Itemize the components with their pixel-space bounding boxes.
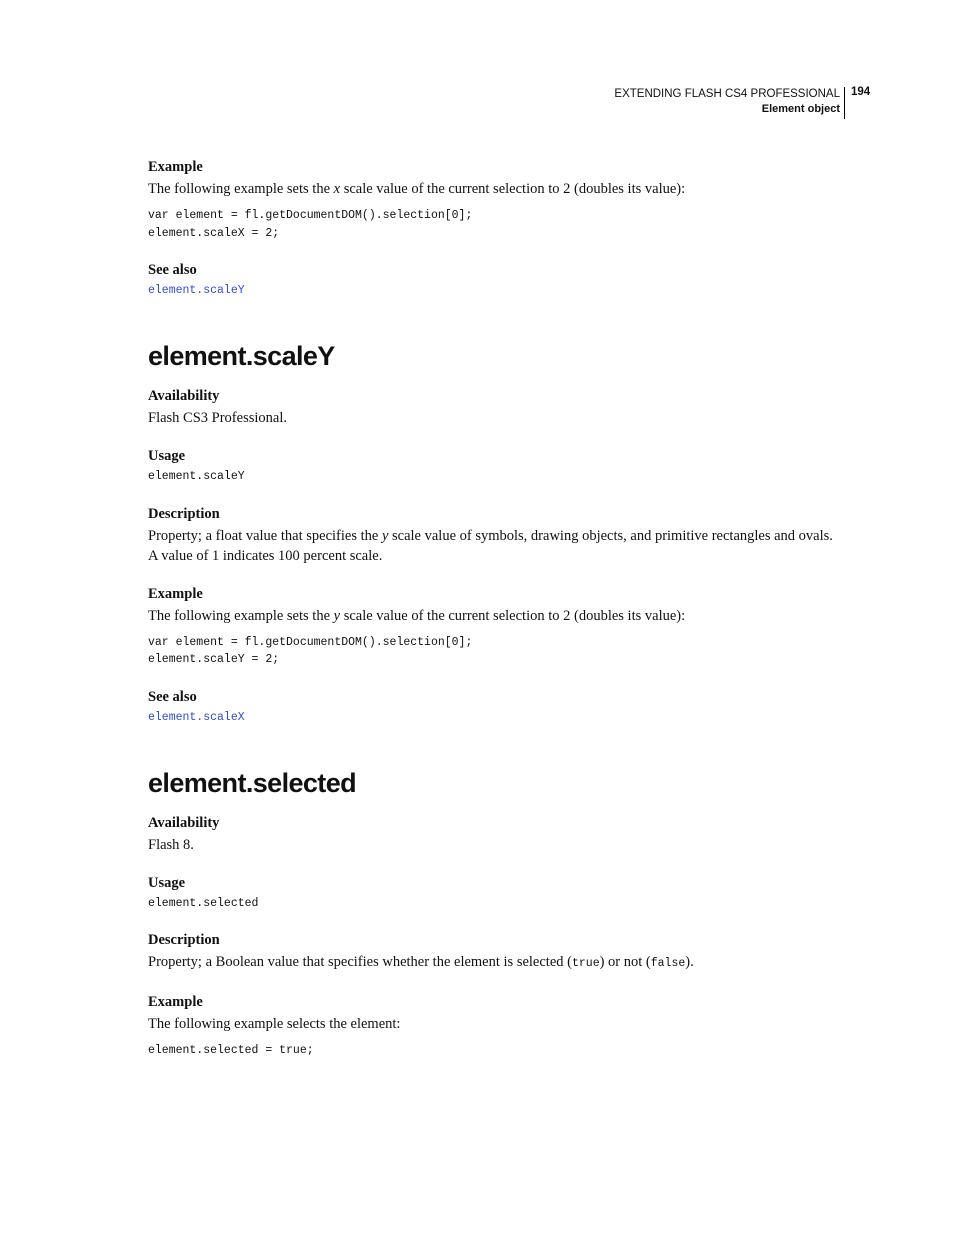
- example-text: [148, 606, 848, 626]
- see-also-link-scaley[interactable]: element.scaleY: [148, 284, 245, 297]
- running-header: [614, 87, 840, 117]
- page-content: [148, 158, 848, 1060]
- see-also-heading: See also: [148, 688, 197, 705]
- usage-heading: Usage: [148, 874, 186, 891]
- description-part: scale value of symbols, drawing objects, and primitive rectangles and ovals.: [388, 527, 833, 544]
- availability-heading: Availability: [148, 388, 220, 404]
- description-part: ) or not (: [599, 954, 651, 970]
- example-text: [148, 179, 848, 199]
- page-number: 194: [851, 86, 871, 98]
- inline-code-false: false: [650, 957, 686, 970]
- description-part: Property; a Boolean value that specifies whether the element is selected (: [148, 954, 572, 970]
- description-part: A value of 1 indicates 100 percent scale.: [148, 547, 383, 564]
- availability-heading: Availability: [148, 814, 220, 831]
- code-line: var element = fl.getDocumentDOM().selection[0];: [148, 635, 473, 649]
- usage-heading: Usage: [148, 448, 186, 464]
- example-text-part: The following example sets the: [148, 607, 334, 624]
- availability-text: Flash CS3 Professional.: [148, 410, 287, 426]
- description-text: [148, 526, 848, 566]
- see-also-link-scalex[interactable]: element.scaleX: [148, 710, 245, 724]
- inline-code-true: true: [571, 957, 600, 970]
- description-heading: Description: [148, 932, 220, 948]
- code-block: [148, 1042, 848, 1060]
- example-heading: Example: [148, 585, 203, 602]
- example-text: The following example selects the element:: [148, 1016, 401, 1032]
- description-text: [148, 952, 848, 974]
- availability-text: Flash 8.: [148, 836, 194, 853]
- example-heading: Example: [148, 994, 203, 1010]
- see-also-heading: See also: [148, 262, 197, 278]
- example-var: y: [333, 607, 341, 624]
- code-line: element.scaleY = 2;: [148, 653, 280, 666]
- description-var: y: [381, 527, 389, 544]
- example-var: x: [333, 181, 341, 197]
- book-title: EXTENDING FLASH CS4 PROFESSIONAL: [614, 88, 840, 100]
- example-text-part: The following example sets the: [148, 181, 334, 197]
- example-text-part: scale value of the current selection to 2 (doubles its value):: [340, 607, 686, 624]
- section-title: Element object: [761, 103, 840, 115]
- usage-code: element.scaleY: [148, 470, 245, 483]
- code-line: element.selected = true;: [148, 1044, 314, 1057]
- header-divider: [844, 87, 845, 119]
- code-block: [148, 207, 848, 242]
- code-line: element.scaleX = 2;: [148, 226, 280, 240]
- topic-title-scaley: element.scaleY: [148, 341, 335, 371]
- example-heading: Example: [148, 159, 203, 175]
- topic-title-selected: element.selected: [148, 767, 357, 798]
- code-line: var element = fl.getDocumentDOM().selection[0];: [148, 209, 473, 222]
- description-heading: Description: [148, 505, 220, 522]
- description-part: ).: [685, 954, 694, 970]
- description-part: Property; a float value that specifies the: [148, 527, 382, 544]
- example-text-part: scale value of the current selection to 2 (doubles its value):: [340, 181, 686, 197]
- code-block: [148, 634, 848, 669]
- usage-code: element.selected: [148, 896, 259, 910]
